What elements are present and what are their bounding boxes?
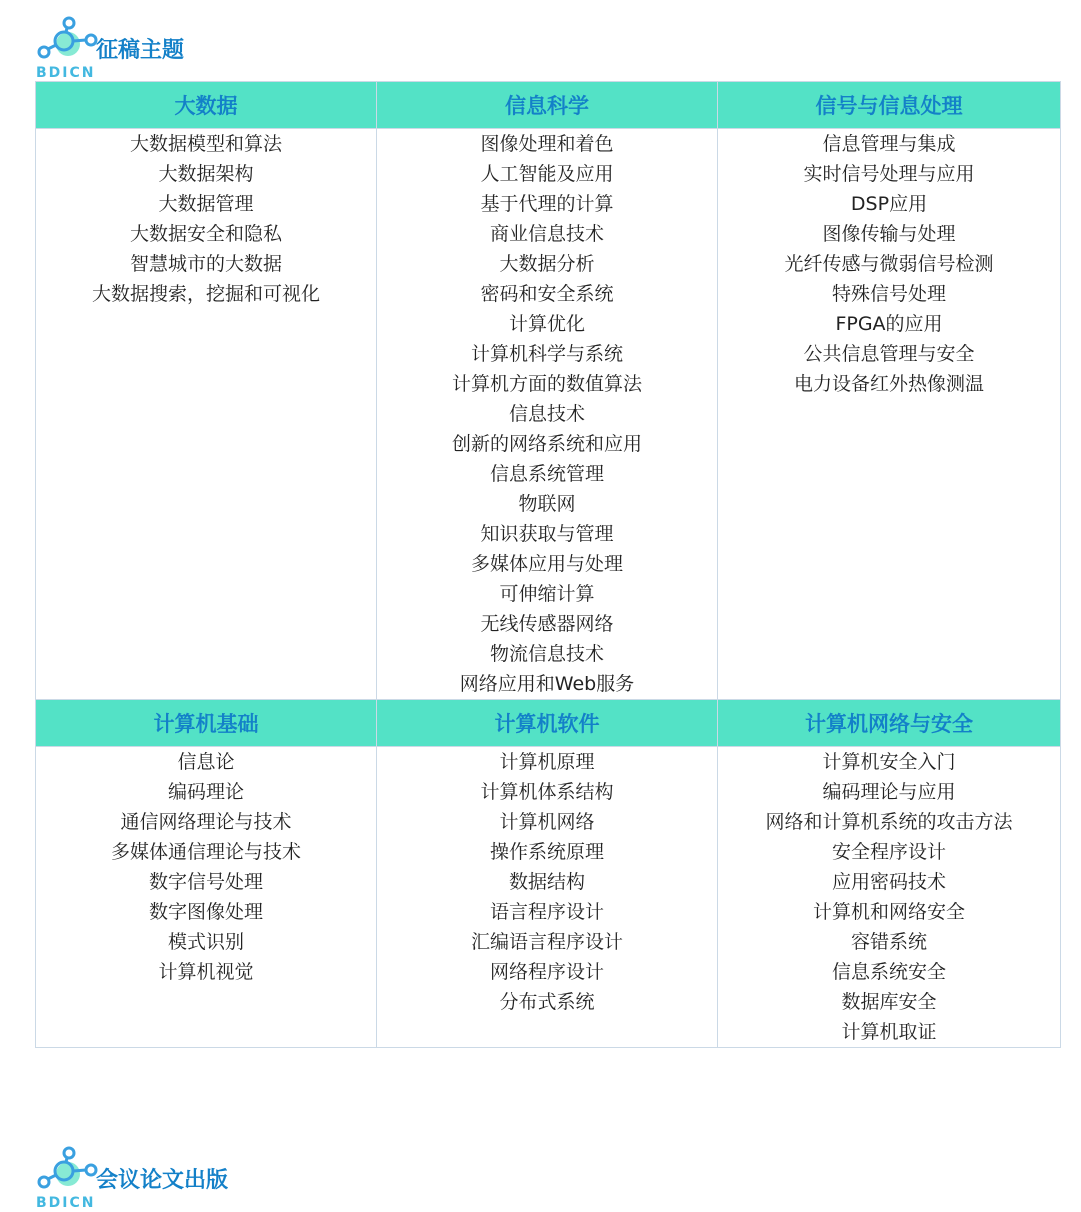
topic-item: 大数据分析 [499,253,595,275]
category-header: 大数据 [36,82,377,129]
topic-item: 计算机视觉 [158,961,254,983]
topic-list-row [36,747,1061,1048]
section-heading-publication [34,1146,334,1212]
topic-item: FPGA的应用 [835,313,943,335]
topic-item: 电力设备红外热像测温 [793,373,984,395]
topic-item: 基于代理的计算 [480,193,614,215]
topic-item: 公共信息管理与安全 [803,343,975,365]
topic-item: 网络程序设计 [489,961,604,983]
topic-list-cell [36,747,377,1048]
section-title: 征稿主题 [96,38,185,63]
section-title: 会议论文出版 [96,1168,229,1193]
category-header: 计算机网络与安全 [718,700,1061,747]
molecule-logo-icon [34,16,98,66]
topic-item: 计算机方面的数值算法 [451,373,642,395]
topic-item: 计算机和网络安全 [812,901,965,923]
topic-item: 知识获取与管理 [480,523,614,545]
topic-item: 信息系统安全 [831,961,946,983]
topic-item: 数据结构 [508,871,585,893]
topic-item: 计算优化 [508,313,585,335]
topic-item: 信息管理与集成 [822,133,956,155]
topic-item: 多媒体通信理论与技术 [110,841,301,863]
topic-item: 网络应用和Web服务 [459,673,635,695]
topic-item: 大数据架构 [158,163,254,185]
logo-text: BDICN [36,1195,96,1211]
topic-list-cell [36,129,377,700]
topic-item: 计算机原理 [499,751,595,773]
category-header: 计算机软件 [377,700,718,747]
topic-item: 图像处理和着色 [480,133,614,155]
topic-item: 安全程序设计 [831,841,946,863]
topic-item: 计算机取证 [841,1021,937,1043]
topic-item: DSP应用 [850,193,928,215]
topic-item: 数字图像处理 [148,901,263,923]
topic-list-row [36,129,1061,700]
topic-item: 计算机科学与系统 [470,343,623,365]
topic-item: 图像传输与处理 [822,223,956,245]
topic-item: 数据库安全 [841,991,937,1013]
topic-item: 物流信息技术 [489,643,604,665]
topic-item: 可伸缩计算 [499,583,595,605]
topic-item: 大数据安全和隐私 [129,223,282,245]
topic-item: 网络和计算机系统的攻击方法 [765,811,1013,833]
topic-list-cell [377,129,718,700]
topic-item: 编码理论与应用 [822,781,956,803]
topic-item: 信息论 [177,751,235,773]
topic-item: 创新的网络系统和应用 [451,433,642,455]
topic-item: 编码理论 [167,781,244,803]
topic-item: 商业信息技术 [489,223,604,245]
topic-item: 计算机安全入门 [822,751,956,773]
topic-item: 模式识别 [167,931,244,953]
topic-item: 语言程序设计 [489,901,604,923]
topic-item: 大数据搜索，挖掘和可视化 [91,283,320,305]
topic-item: 汇编语言程序设计 [470,931,623,953]
topic-list-cell [377,747,718,1048]
topic-item: 信息系统管理 [489,463,604,485]
topic-item: 大数据管理 [158,193,254,215]
topic-item: 分布式系统 [499,991,595,1013]
topic-item: 物联网 [518,493,576,515]
topic-list-cell [718,129,1061,700]
topic-item: 无线传感器网络 [480,613,614,635]
category-header: 信息科学 [377,82,718,129]
category-header-row [36,700,1061,747]
topics-table [35,81,1061,1048]
topic-item: 光纤传感与微弱信号检测 [784,253,994,275]
molecule-logo-icon [34,1146,98,1196]
logo-text: BDICN [36,65,96,81]
topic-list-cell [718,747,1061,1048]
topic-item: 应用密码技术 [831,871,946,893]
topic-item: 特殊信号处理 [831,283,946,305]
category-header: 信号与信息处理 [718,82,1061,129]
topic-item: 计算机网络 [499,811,595,833]
topic-item: 多媒体应用与处理 [470,553,623,575]
topic-item: 人工智能及应用 [480,163,614,185]
topic-item: 大数据模型和算法 [129,133,282,155]
section-heading-topics [34,16,334,82]
topic-item: 信息技术 [508,403,585,425]
category-header-row [36,82,1061,129]
topic-item: 智慧城市的大数据 [129,253,282,275]
category-header: 计算机基础 [36,700,377,747]
topic-item: 容错系统 [850,931,927,953]
topic-item: 密码和安全系统 [480,283,614,305]
topic-item: 操作系统原理 [489,841,604,863]
topic-item: 计算机体系结构 [480,781,614,803]
topic-item: 实时信号处理与应用 [803,163,975,185]
topic-item: 通信网络理论与技术 [120,811,292,833]
topic-item: 数字信号处理 [148,871,263,893]
